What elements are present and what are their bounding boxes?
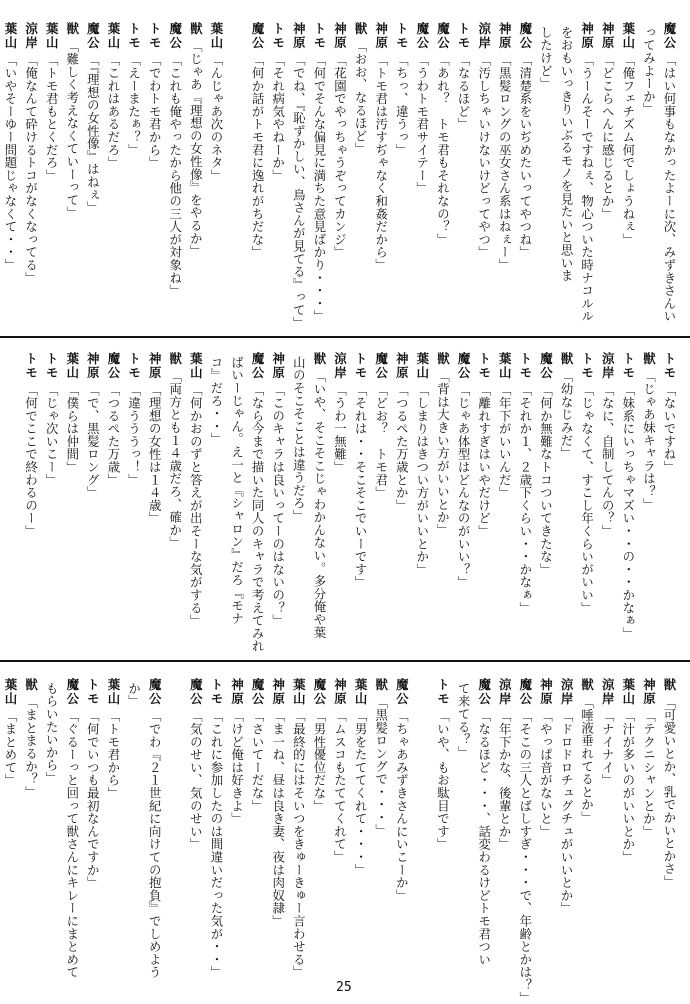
dialogue-line	[104, 22, 122, 312]
speaker-name: 獣	[23, 678, 39, 692]
line-text: 「なるほど・・・、話変わるけどトモ君つい	[476, 709, 492, 966]
speaker-name: 葉山	[353, 678, 369, 706]
dialogue-line	[125, 678, 143, 968]
speaker-name: トモ	[579, 352, 595, 380]
speaker-name: 獣	[353, 22, 369, 36]
speaker-name: 神原	[394, 352, 410, 380]
speaker-name: トモ	[23, 352, 39, 380]
line-text: 「あれ？ トモ君もそれなの？」	[435, 53, 451, 246]
speaker-name: 神原	[497, 22, 513, 50]
speaker-name: 葉山	[44, 22, 60, 50]
speaker-name: 葉山	[414, 352, 430, 380]
line-text: 「やっぱ音がないと」	[538, 709, 554, 838]
dialogue-line	[619, 22, 637, 312]
dialogue-line	[372, 352, 390, 637]
dialogue-line	[413, 352, 431, 637]
dialogue-line	[43, 352, 61, 637]
line-text: 「いや、そこそこじゃわかんない。多分俺や葉	[311, 369, 327, 639]
line-text: 「で、黒髪ロング」	[85, 383, 101, 500]
speaker-name: 神原	[538, 678, 554, 706]
line-text: 「理想の女性は１４歳」	[147, 383, 163, 525]
line-text: 「俺フェチズム何でしょうねぇ」	[620, 53, 636, 246]
section-divider	[0, 660, 690, 662]
speaker-name: 獣	[311, 352, 327, 366]
dialogue-line	[146, 352, 164, 637]
line-text: 「まとまるか？」	[23, 695, 39, 799]
speaker-name: 獣	[64, 22, 80, 36]
dialogue-line	[640, 678, 658, 968]
line-text: 「つるぺた万歳」	[105, 383, 121, 487]
speaker-name: 神原	[373, 22, 389, 50]
speaker-name: トモ	[44, 352, 60, 380]
dialogue-line	[269, 678, 287, 968]
dialogue-line	[22, 352, 40, 637]
line-text: ってみよーか」	[641, 26, 657, 116]
speaker-name: 涼岸	[332, 352, 348, 380]
dialogue-line	[660, 678, 678, 968]
speaker-name: 涼岸	[559, 678, 575, 706]
line-text: 「しまりはきつい方がいいとか」	[414, 383, 430, 576]
speaker-name: 魔公	[517, 22, 533, 50]
line-text: 「俺なんて砕けるトコがなくなってる」	[23, 53, 39, 285]
dialogue-line	[43, 22, 61, 312]
dialogue-line	[331, 678, 349, 968]
line-text: 「背は大きい方がいいとか」	[435, 369, 451, 537]
speaker-name: 涼岸	[497, 678, 513, 706]
line-text: 「ちゃあみずきさんにいこーか」	[394, 709, 410, 902]
speaker-name: 魔公	[394, 678, 410, 706]
dialogue-line	[516, 352, 534, 637]
line-text: 「じゃ次いこー」	[44, 383, 60, 487]
line-text: 「んじゃあ次のネタ」	[208, 53, 224, 182]
speaker-name: 魔公	[373, 352, 389, 380]
line-text: もらいたいから」	[44, 682, 60, 785]
dialogue-line	[166, 352, 184, 637]
speaker-name: 涼岸	[23, 22, 39, 50]
dialogue-columns	[3, 22, 678, 330]
dialogue-line	[207, 678, 225, 979]
line-text: 「黒髪ロングで・・・」	[373, 695, 389, 837]
dialogue-line	[63, 678, 81, 979]
speaker-name: 獣	[188, 22, 204, 36]
dialogue-section-1	[3, 22, 678, 330]
dialogue-line	[84, 22, 102, 312]
line-text: 「じゃあ妹キャラは？」	[641, 369, 657, 511]
line-text: 「ちっ、違うっ」	[394, 53, 410, 157]
line-text: 「妹系にいっちゃマズい・・の・・かなぁ」	[620, 383, 636, 640]
speaker-name: 魔公	[250, 352, 266, 380]
dialogue-line	[516, 22, 534, 312]
line-text: 「汁が多いのがいいとか」	[620, 709, 636, 864]
speaker-name: 葉山	[105, 22, 121, 50]
line-text: 「でわトモ君から」	[147, 53, 163, 170]
dialogue-line	[454, 352, 472, 637]
line-text: 「それ病気やねーか」	[270, 53, 286, 182]
line-text: 「さいてーだな」	[250, 709, 266, 813]
line-text: 「年下がいいんだ」	[497, 383, 513, 500]
dialogue-line	[557, 678, 575, 968]
dialogue-line	[146, 22, 164, 312]
dialogue-line	[352, 352, 370, 637]
speaker-name: トモ	[517, 352, 533, 380]
line-text: 「なら今まで描いた同人のキャラで考えてみれ	[250, 383, 266, 653]
dialogue-line	[393, 678, 411, 968]
dialogue-line	[207, 352, 225, 637]
speaker-name: トモ	[435, 678, 451, 706]
line-text: 「ムスコもたててくれて」	[332, 709, 348, 864]
speaker-name: 魔公	[250, 678, 266, 706]
speaker-name: 魔公	[311, 678, 327, 706]
line-text: 「なるほど」	[456, 53, 472, 131]
line-text: 「そこの三人とばしすぎ・・・で、年齢とかは？」	[517, 709, 533, 1004]
speaker-name: 獣	[559, 352, 575, 366]
dialogue-line	[187, 678, 205, 968]
line-text: 「ぐるーっと回って獣さんにキレーにまとめて	[64, 709, 80, 979]
dialogue-line	[640, 22, 658, 312]
dialogue-line	[22, 678, 40, 968]
dialogue-line	[516, 678, 534, 1004]
dialogue-line	[290, 352, 308, 637]
speaker-name: 葉山	[497, 352, 513, 380]
line-text: 山のそこそことは違うだろ」	[291, 356, 307, 523]
line-text: したけど」	[538, 26, 554, 90]
speaker-name: 魔公	[538, 352, 554, 380]
dialogue-line	[434, 352, 452, 637]
speaker-name: 涼岸	[476, 22, 492, 50]
line-text: 「気のせい、気のせい」	[188, 709, 204, 851]
line-text: 「これも俺やったから他の三人が対象ね」	[167, 53, 183, 298]
speaker-name: 獣	[435, 352, 451, 366]
line-text: をおもいっきりいぶるモノを見たいと思いま	[559, 26, 575, 282]
dialogue-line	[372, 678, 390, 968]
dialogue-line	[454, 22, 472, 312]
dialogue-line	[393, 352, 411, 637]
dialogue-line	[43, 678, 61, 968]
line-text: 「はい何事もなかったよーに次、みずきさんい	[662, 53, 677, 323]
dialogue-line	[331, 22, 349, 312]
line-text: 「ドロドロチュグチュがいいとか」	[559, 709, 575, 915]
dialogue-line	[228, 22, 246, 312]
line-text: 「つるぺた万歳とか」	[394, 383, 410, 512]
line-text: 「いや、もお駄目です」	[435, 709, 451, 851]
speaker-name: トモ	[311, 22, 327, 50]
dialogue-line	[84, 352, 102, 637]
dialogue-line	[413, 22, 431, 312]
dialogue-line	[557, 352, 575, 637]
dialogue-line	[290, 678, 308, 979]
dialogue-line	[1, 22, 19, 312]
speaker-name: 神原	[641, 678, 657, 706]
line-text: 「それは・・そこそこでいーです」	[353, 383, 369, 589]
line-text: ばいーじゃん。え一と『シャロン』だろ『モナ	[229, 356, 245, 625]
dialogue-line	[290, 22, 308, 330]
dialogue-line	[104, 352, 122, 637]
speaker-name: 葉山	[105, 678, 121, 706]
dialogue-line	[166, 678, 184, 968]
speaker-name: 神原	[600, 22, 616, 50]
dialogue-line	[228, 678, 246, 968]
dialogue-line	[660, 352, 678, 637]
line-text: 「うわトモ君サイテー」	[414, 53, 430, 195]
speaker-name: トモ	[662, 352, 677, 380]
speaker-name: 涼岸	[600, 678, 616, 706]
dialogue-line	[619, 678, 637, 968]
speaker-name: 魔公	[250, 22, 266, 50]
speaker-name: 神原	[332, 22, 348, 50]
speaker-name: 魔公	[188, 678, 204, 706]
dialogue-line	[578, 678, 596, 968]
dialogue-columns	[23, 352, 678, 653]
dialogue-line	[22, 22, 40, 312]
dialogue-line	[310, 352, 328, 637]
line-text: 「このキャラは良いってーのはないの？」	[270, 383, 286, 628]
dialogue-line	[104, 678, 122, 968]
line-text: 「『理想の女性像』はねぇ」	[85, 53, 101, 215]
dialogue-line	[352, 22, 370, 312]
dialogue-line	[207, 22, 225, 312]
line-text: 「清楚系をいぢめたいってやつね」	[517, 53, 533, 259]
speaker-name: 葉山	[291, 678, 307, 706]
speaker-name: トモ	[456, 22, 472, 50]
dialogue-line	[640, 352, 658, 637]
line-text: 「ナイナイ」	[600, 709, 616, 787]
line-text: 「トモ君は汚すぢゃなく和姦だから」	[373, 53, 389, 272]
dialogue-line	[331, 352, 349, 637]
line-text: 「男をたててくれて・・・」	[353, 709, 369, 877]
speaker-name: トモ	[85, 678, 101, 706]
dialogue-line	[372, 22, 390, 312]
line-text: 「離れすぎはいやだけど」	[476, 383, 492, 538]
line-text: 「何でそんな偏見に満ちた意見ばかり・・・」	[311, 53, 327, 323]
line-text: 「どこらへんに感じるとか」	[600, 53, 616, 221]
line-text: 「うーんそーですねぇ、物心ついた時ナコルル	[579, 53, 595, 323]
line-text: 「けど俺は好きよ」	[229, 709, 245, 826]
dialogue-line	[537, 352, 555, 637]
dialogue-line	[187, 22, 205, 312]
dialogue-line	[84, 678, 102, 968]
line-text: 「幼なじみだ」	[559, 369, 575, 460]
speaker-name: トモ	[353, 352, 369, 380]
dialogue-section-2	[23, 352, 678, 653]
line-text: 「ま一ね、昼は良き妻、夜は肉奴隷」	[270, 709, 286, 928]
line-text: 「うわ一無難」	[332, 383, 348, 474]
line-text: 「じゃあ『理想の女性像』をやるか」	[188, 39, 204, 258]
line-text: 「年下かな、後輩とか」	[497, 709, 513, 851]
speaker-name: 葉山	[620, 22, 636, 50]
speaker-name: 神原	[270, 352, 286, 380]
dialogue-line	[619, 352, 637, 640]
dialogue-line	[434, 22, 452, 312]
speaker-name: 魔公	[517, 678, 533, 706]
line-text: 「最終的にはそいつをきゅーきゅー言わせる」	[291, 709, 307, 979]
speaker-name: 葉山	[188, 352, 204, 380]
dialogue-line	[310, 22, 328, 323]
speaker-name: 葉山	[620, 678, 636, 706]
speaker-name: 獣	[641, 352, 657, 366]
dialogue-line	[454, 678, 472, 968]
dialogue-line	[352, 678, 370, 968]
dialogue-line	[269, 352, 287, 637]
line-text: 「これに参加したのは間違いだった気が・・」	[208, 709, 224, 979]
section-divider	[0, 336, 690, 338]
line-text: て来てる？」	[456, 682, 472, 759]
speaker-name: 獣	[579, 678, 595, 692]
speaker-name: 神原	[579, 22, 595, 50]
speaker-name: 魔公	[456, 352, 472, 380]
speaker-name: トモ	[126, 22, 142, 50]
speaker-name: トモ	[126, 352, 142, 380]
dialogue-line	[249, 352, 267, 653]
speaker-name: トモ	[147, 22, 163, 50]
dialogue-line	[599, 352, 617, 637]
dialogue-line	[496, 678, 514, 968]
line-text: 「僕らは仲間」	[64, 383, 80, 474]
dialogue-line	[166, 22, 184, 312]
dialogue-line	[393, 22, 411, 312]
speaker-name: 葉山	[3, 22, 18, 50]
line-text: 「何でいつも最初なんですか」	[85, 709, 101, 890]
dialogue-line	[578, 352, 596, 637]
dialogue-line	[599, 678, 617, 968]
speaker-name: 神原	[85, 352, 101, 380]
dialogue-line	[475, 22, 493, 312]
dialogue-line	[578, 22, 596, 323]
speaker-name: トモ	[620, 352, 636, 380]
line-text: 「いやそーゆー問題じゃなくて・・」	[3, 53, 18, 272]
dialogue-line	[496, 352, 514, 637]
speaker-name: 獣	[373, 678, 389, 692]
speaker-name: 魔公	[147, 678, 163, 706]
line-text: 「じゃあ体型はどんなのがいい？」	[456, 383, 472, 589]
line-text: 「何か話がトモ君に逸れがちだな」	[250, 53, 266, 259]
line-text: 「でね、『恥ずかしい、鳥さんが見てる』って」	[291, 53, 307, 330]
speaker-name: 魔公	[435, 22, 451, 50]
dialogue-line	[63, 352, 81, 637]
dialogue-line	[537, 678, 555, 968]
line-text: 「トモ君から」	[105, 709, 121, 800]
line-text: 「難しく考えなくていーって」	[64, 39, 80, 220]
dialogue-line	[660, 22, 678, 323]
dialogue-line	[413, 678, 431, 968]
line-text: 「唾液垂れてるとか」	[579, 695, 595, 824]
dialogue-line	[228, 352, 246, 637]
speaker-name: トモ	[394, 22, 410, 50]
dialogue-line	[1, 678, 19, 968]
speaker-name: 魔公	[64, 678, 80, 706]
speaker-name: トモ	[208, 678, 224, 706]
dialogue-line	[146, 678, 164, 979]
speaker-name: トモ	[270, 22, 286, 50]
dialogue-line	[187, 352, 205, 637]
line-text: 「どお？ トモ君」	[373, 383, 389, 500]
dialogue-line	[537, 22, 555, 312]
dialogue-line	[475, 352, 493, 637]
dialogue-line	[63, 22, 81, 312]
speaker-name: 魔公	[476, 678, 492, 706]
line-text: 「黒髪ロングの巫女さん系はねぇー」	[497, 53, 513, 272]
line-text: 「可愛いとか、乳でかいとかさ」	[662, 695, 677, 888]
line-text: 「それか１、２歳下くらい・・かなぁ」	[517, 383, 533, 615]
line-text: 「違うううっ！」	[126, 383, 142, 487]
speaker-name: 魔公	[105, 352, 121, 380]
line-text: 「男性優位だな」	[311, 709, 327, 813]
speaker-name: 神原	[291, 22, 307, 50]
speaker-name: 神原	[147, 352, 163, 380]
line-text: 「じゃなくて、すこし年くらいがいい」	[579, 383, 595, 615]
speaker-name: 神原	[270, 678, 286, 706]
speaker-name: 葉山	[208, 22, 224, 50]
speaker-name: トモ	[476, 352, 492, 380]
line-text: か」	[126, 682, 142, 708]
speaker-name: 魔公	[167, 22, 183, 50]
line-text: 「花園でやっちゃうぞってカンジ」	[332, 53, 348, 259]
speaker-name: 獣	[662, 678, 677, 692]
line-text: 「えーまたぁ？」	[126, 53, 142, 157]
dialogue-line	[557, 22, 575, 312]
speaker-name: 葉山	[64, 352, 80, 380]
line-text: 「テクニシャンとか」	[641, 709, 657, 838]
line-text: 「トモ君もとくだろ」	[44, 53, 60, 182]
dialogue-line	[599, 22, 617, 312]
speaker-name: 獣	[167, 352, 183, 366]
line-text: コ』だろ・・」	[208, 356, 224, 446]
speaker-name: 神原	[332, 678, 348, 706]
line-text: 「何でここで終わるのー」	[23, 383, 39, 538]
line-text: 「ないですね」	[662, 383, 677, 474]
dialogue-line	[310, 678, 328, 968]
dialogue-line	[496, 22, 514, 312]
speaker-name: 神原	[229, 678, 245, 706]
speaker-name: 葉山	[3, 678, 18, 706]
speaker-name: 魔公	[85, 22, 101, 50]
dialogue-line	[249, 22, 267, 312]
line-text: 「これはあるだろ」	[105, 53, 121, 170]
line-text: 「両方とも１４歳だろ、確か」	[167, 369, 183, 550]
dialogue-line	[249, 678, 267, 968]
dialogue-line	[125, 22, 143, 312]
line-text: 「なに、自制してんの？」	[600, 383, 616, 538]
line-text: 「まとめて」	[3, 709, 18, 787]
speaker-name: 魔公	[662, 22, 677, 50]
speaker-name: 魔公	[414, 22, 430, 50]
dialogue-line	[269, 22, 287, 312]
dialogue-line	[434, 678, 452, 968]
line-text: 「何かおのずと答えが出そーな気がする」	[188, 383, 204, 628]
line-text: 「何か無難なトコついてきたな」	[538, 383, 554, 576]
speaker-name: 涼岸	[600, 352, 616, 380]
dialogue-line	[475, 678, 493, 968]
line-text: 「汚しちゃいけないけどってやつ」	[476, 53, 492, 259]
page-number: 25	[336, 980, 352, 995]
line-text: 「でわ『２１世紀に向けての抱負』でしめよう	[147, 709, 163, 979]
line-text: 「おお、なるほど」	[353, 39, 369, 156]
dialogue-line	[125, 352, 143, 637]
dialogue-line	[1, 352, 19, 637]
